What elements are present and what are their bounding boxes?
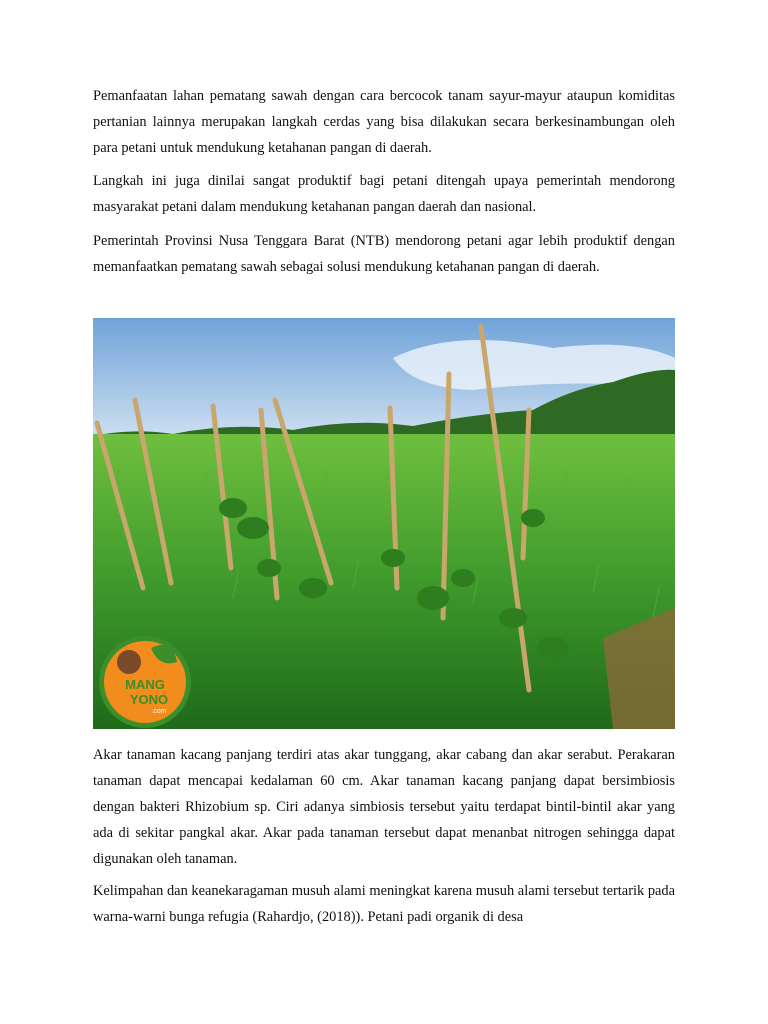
logo-line2: YONO	[129, 692, 169, 707]
paragraph-5: Kelimpahan dan keanekaragaman musuh alami meningkat karena musuh alami tersebut tertarik pada warna-warni bunga refugia (Rahardjo, (2018)). Petani padi organik di desa	[93, 883, 675, 925]
logo-line3: .com	[151, 708, 167, 715]
paragraph-2: Langkah ini juga dinilai sangat produktif bagi petani ditengah upaya pemerintah mendorong masyarakat petani dalam mendukung ketahanan pangan daerah dan nasional.	[93, 173, 675, 215]
paragraph-3: Pemerintah Provinsi Nusa Tenggara Barat (NTB) mendorong petani agar lebih produktif dengan memanfaatkan pematang sawah sebagai solusi mendukung ketahanan pangan di daerah.	[93, 233, 675, 275]
logo-line1: MANG	[125, 677, 165, 692]
paragraph-1: Pemanfaatan lahan pematang sawah dengan cara bercocok tanam sayur-mayur ataupun komiditas pertanian lainnya merupakan langkah cerdas yang bisa dilakukan secara berkesinambungan oleh para petani untuk mendukung ketahanan pangan di daerah.	[93, 88, 675, 156]
logo	[99, 636, 191, 728]
paragraph-4: Akar tanaman kacang panjang terdiri atas akar tunggang, akar cabang dan akar serabut. Perakaran tanaman dapat mencapai kedalaman 60 cm. Akar tanaman kacang panjang dapat bersimbiosis dengan bakteri Rhizobium sp. Ciri adanya simbiosis tersebut yaitu terdapat bintil-bintil akar yang ada di sekitar pangkal akar. Akar pada tanaman tersebut dapat menanbat nitrogen sehingga dapat digunakan oleh tanaman.	[93, 747, 675, 867]
rice-field-photo	[93, 318, 675, 729]
